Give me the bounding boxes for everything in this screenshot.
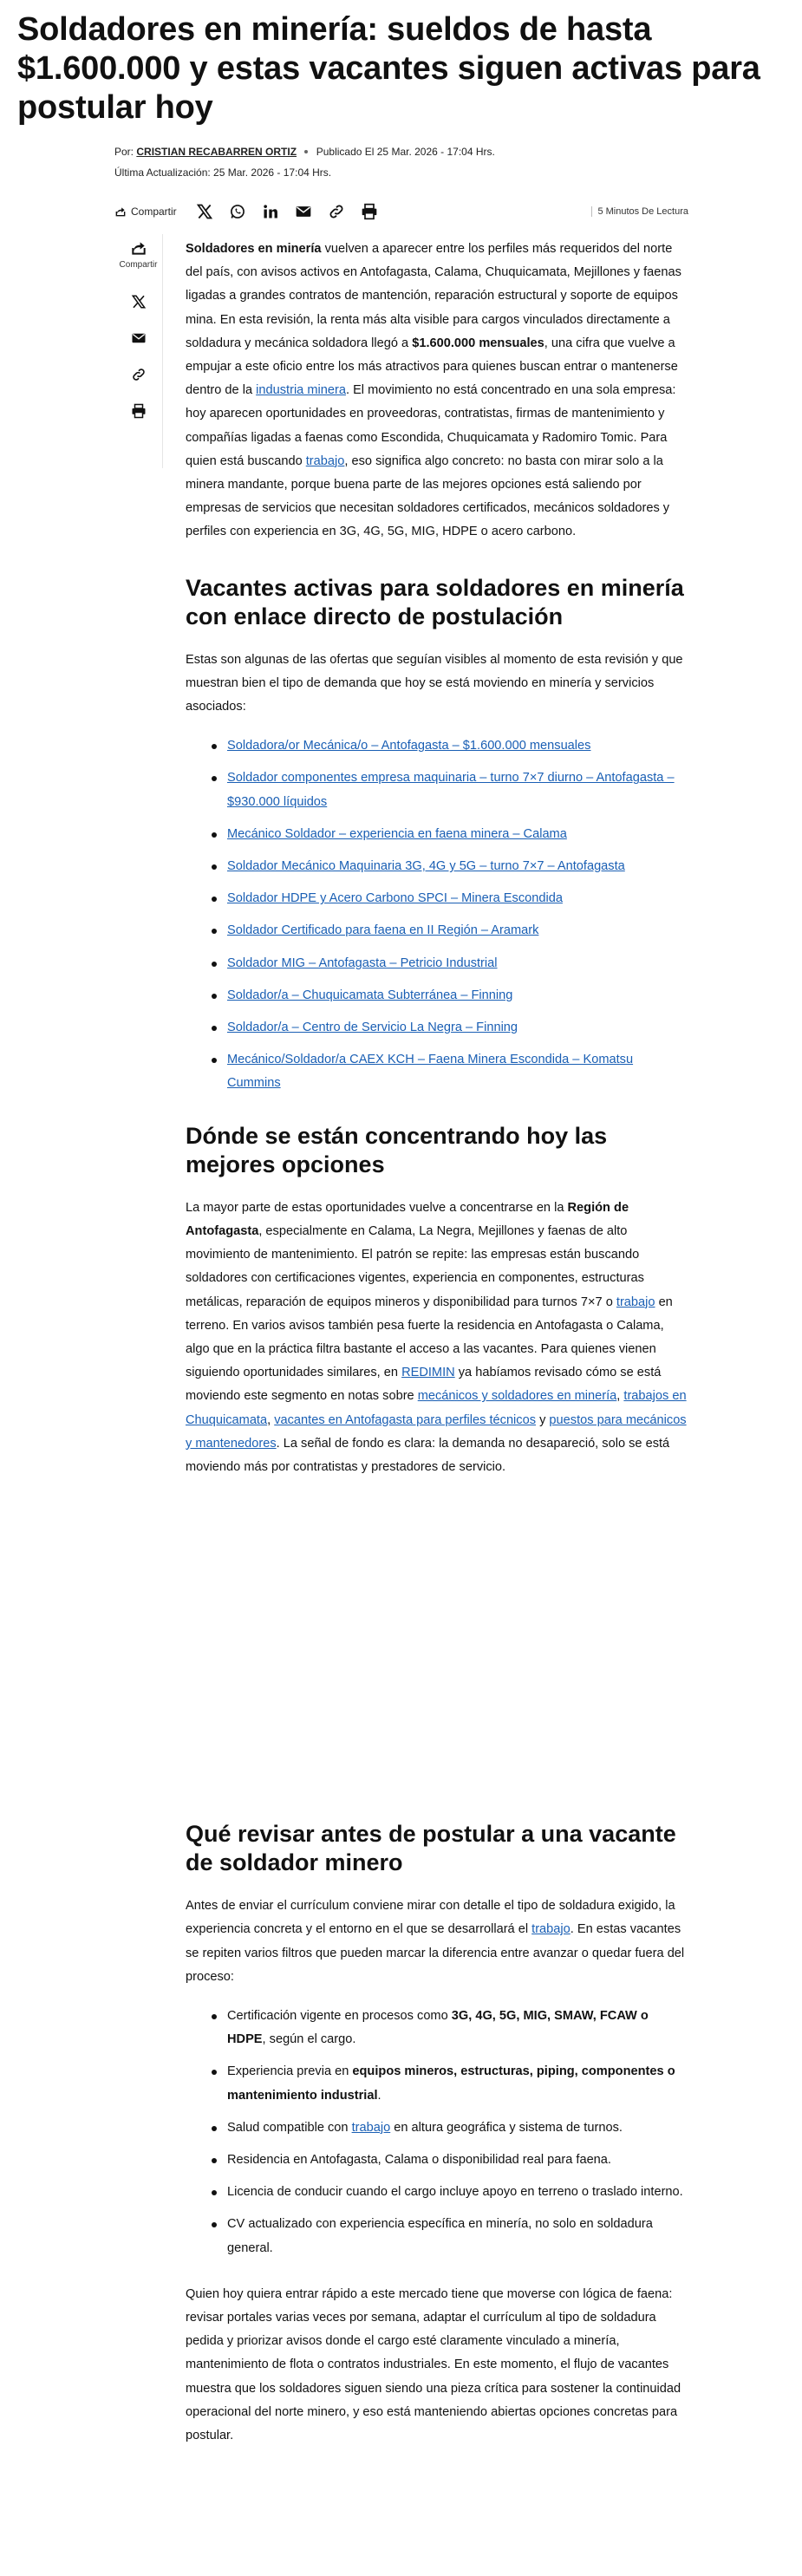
- list-item: [186, 2213, 688, 2260]
- puestos-mecanicos-link[interactable]: puestos para mecánicos y mantenedores: [186, 1412, 687, 1451]
- list-item: [186, 1016, 688, 1040]
- requisitos-list: [186, 2005, 688, 2260]
- vacancy-link[interactable]: Soldador HDPE y Acero Carbono SPCI – Minera Escondida: [227, 891, 563, 906]
- updated-date: Última Actualización: 25 Mar. 2026 - 17:04 Hrs.: [114, 166, 332, 179]
- vacancy-link[interactable]: Mecánico Soldador – experiencia en faena minera – Calama: [227, 826, 567, 841]
- donde-text-2: , especialmente en Calama, La Negra, Mejillones y faenas de alto movimiento de mantenimiento. El patrón se repite: las empresas están buscando soldadores con certificaciones vigentes, experiencia en componentes, estructuras metálicas, reparación de equipos mineros y disponibilidad para turnos 7×7 o: [186, 1223, 644, 1309]
- donde-text-3: en terreno. En varios avisos también pesa fuerte la residencia en Antofagasta o Calama, algo que en la práctica filtra bastante el acceso a las vacantes. Para quienes vienen siguiendo oportunidades similares, en: [186, 1295, 673, 1380]
- meta-separator: [304, 150, 308, 153]
- req-text: en altura geográfica y sistema de turnos.: [390, 2120, 623, 2135]
- req-text: .: [377, 2088, 381, 2103]
- vacancy-link[interactable]: Soldadora/or Mecánica/o – Antofagasta – $1.600.000 mensuales: [227, 739, 591, 753]
- intro-text-4: , eso significa algo concreto: no basta con mirar solo a la minera mandante, porque buena parte de las mejores opciones está saliendo por empresas de servicios que necesitan soldadores certificados, mecánicos soldadores y perfiles con experiencia en 3G, 4G, 5G, MIG, HDPE o acero carbono.: [186, 453, 670, 539]
- intro-text-3: . El movimiento no está concentrado en una sola empresa: hoy aparecen oportunidades en proveedoras, contratistas, firmas de mantenimiento y compañías ligadas a faenas como Escondida, Chuquicamata y Radomiro Tomic. Para quien está buscando: [186, 383, 676, 468]
- intro-text-2: , una cifra que vuelve a empujar a este oficio entre los más atractivos para quienes buscan entrar o mantenerse dentro de la: [186, 336, 678, 398]
- donde-text-7: y: [536, 1412, 550, 1427]
- intro-bold-lead: Soldadores en minería: [186, 242, 322, 256]
- share-icon: [130, 239, 147, 257]
- email-icon[interactable]: [131, 330, 147, 346]
- ad-space: [186, 1479, 688, 1820]
- list-item: [186, 984, 688, 1008]
- x-icon[interactable]: [131, 294, 147, 310]
- read-time-label: 5 Minutos De Lectura: [597, 206, 688, 217]
- req-text: Residencia en Antofagasta, Calama o disponibilidad real para faena.: [227, 2152, 611, 2167]
- read-time-divider: [591, 206, 592, 217]
- list-item: [186, 2060, 688, 2107]
- req-text: , según el cargo.: [262, 2032, 356, 2047]
- sticky-share-button[interactable]: [120, 239, 158, 270]
- vacancy-link[interactable]: Soldador Certificado para faena en II Región – Aramark: [227, 923, 539, 938]
- revisar-text-1: Antes de enviar el currículum conviene mirar con detalle el tipo de soldadura exigido, la experiencia concreta y el entorno en el que se desarrollará el: [186, 1899, 675, 1937]
- list-item: [186, 823, 688, 846]
- print-icon[interactable]: [361, 203, 378, 220]
- linkedin-icon[interactable]: [262, 203, 279, 220]
- intro-paragraph: [186, 238, 688, 545]
- x-icon[interactable]: [196, 203, 213, 220]
- donde-paragraph: [186, 1197, 688, 1479]
- list-item: [186, 734, 688, 758]
- donde-text-8: . La señal de fondo es clara: la demanda no desapareció, solo se está moviendo más por contratistas y prestadores de servicio.: [186, 1436, 670, 1474]
- list-item: [186, 952, 688, 975]
- donde-text-5: ,: [616, 1389, 624, 1404]
- read-time: [591, 206, 688, 217]
- list-item: [186, 1048, 688, 1095]
- intro-bold-salary: $1.600.000 mensuales: [412, 336, 544, 350]
- share-button[interactable]: [114, 205, 177, 218]
- vacantes-list: [186, 734, 688, 1095]
- heading-donde: Dónde se están concentrando hoy las mejores opciones: [186, 1122, 608, 1177]
- sticky-share-label: Compartir: [119, 260, 158, 270]
- vacancy-link[interactable]: Soldador MIG – Antofagasta – Petricio Industrial: [227, 955, 498, 970]
- req-text: CV actualizado con experiencia específica en minería, no solo en soldadura general.: [227, 2217, 653, 2255]
- donde-text-1: La mayor parte de estas oportunidades vuelve a concentrarse en la: [186, 1200, 568, 1215]
- req-text: Licencia de conducir cuando el cargo incluye apoyo en terreno o traslado interno.: [227, 2185, 683, 2200]
- req-bold: 3G, 4G, 5G, MIG, SMAW, FCAW o HDPE: [227, 2008, 649, 2047]
- whatsapp-icon[interactable]: [229, 203, 246, 220]
- vacantes-antofagasta-link[interactable]: vacantes en Antofagasta para perfiles técnicos: [274, 1412, 537, 1427]
- article-title: Soldadores en minería: sueldos de hasta $1.600.000 y estas vacantes siguen activas para postular hoy: [17, 11, 760, 126]
- trabajos-chuquicamata-link[interactable]: trabajos en Chuquicamata: [186, 1389, 687, 1427]
- mecanicos-soldadores-link[interactable]: mecánicos y soldadores en minería: [417, 1389, 617, 1404]
- vacancy-link[interactable]: Soldador/a – Chuquicamata Subterránea – Finning: [227, 988, 513, 1002]
- vacancy-link[interactable]: Mecánico/Soldador/a CAEX KCH – Faena Minera Escondida – Komatsu Cummins: [227, 1053, 634, 1091]
- revisar-text-2: . En estas vacantes se repiten varios filtros que pueden marcar la diferencia entre avanzar o quedar fuera del proceso:: [186, 1922, 685, 1984]
- donde-text-6: ,: [267, 1412, 275, 1427]
- list-item: [186, 2181, 688, 2204]
- sticky-share-sidebar: [114, 234, 163, 468]
- trabajo-link[interactable]: trabajo: [351, 2120, 391, 2135]
- print-icon[interactable]: [131, 403, 147, 419]
- req-text: Experiencia previa en: [227, 2064, 353, 2079]
- redimin-link[interactable]: REDIMIN: [401, 1366, 455, 1380]
- closing-paragraph: Quien hoy quiera entrar rápido a este mercado tiene que moverse con lógica de faena: revisar portales varias veces por semana, adaptar el currículum al tipo de soldadura pedida y priorizar avisos donde el cargo esté claramente vinculado a minería, mantenimiento de flota o contratos industriales. En este momento, el flujo de vacantes muestra que los soldadores siguen siendo una pieza crítica para sostener la continuidad operacional del norte minero, y eso está manteniendo abiertas opciones concretas para postular.: [186, 2286, 681, 2442]
- list-item: [186, 919, 688, 942]
- share-bar: [114, 201, 688, 222]
- vacantes-intro: Estas son algunas de las ofertas que seguían visibles al momento de esta revisión y que muestran bien el tipo de demanda que hoy se está moviendo en minería y servicios asociados:: [186, 652, 683, 714]
- industria-minera-link[interactable]: industria minera: [256, 383, 346, 398]
- trabajo-link[interactable]: trabajo: [616, 1295, 655, 1309]
- req-text: Certificación vigente en procesos como: [227, 2008, 452, 2023]
- published-date: Publicado El 25 Mar. 2026 - 17:04 Hrs.: [316, 146, 495, 158]
- article-body: [186, 238, 688, 2448]
- vacancy-link[interactable]: Soldador componentes empresa maquinaria – turno 7×7 diurno – Antofagasta – $930.000 líquidos: [227, 771, 675, 809]
- trabajo-link[interactable]: trabajo: [531, 1922, 571, 1937]
- link-icon[interactable]: [131, 367, 147, 382]
- list-item: [186, 855, 688, 878]
- donde-bold-region: Región de Antofagasta: [186, 1200, 629, 1238]
- article-meta: [114, 144, 704, 180]
- author-prefix: Por:: [114, 146, 134, 158]
- vacancy-link[interactable]: Soldador/a – Centro de Servicio La Negra – Finning: [227, 1021, 518, 1035]
- author-link[interactable]: CRISTIAN RECABARREN ORTIZ: [136, 146, 297, 158]
- req-bold: equipos mineros, estructuras, piping, componentes o mantenimiento industrial: [227, 2064, 675, 2103]
- vacancy-link[interactable]: Soldador Mecánico Maquinaria 3G, 4G y 5G – turno 7×7 – Antofagasta: [227, 859, 625, 874]
- heading-vacantes: Vacantes activas para soldadores en minería con enlace directo de postulación: [186, 574, 684, 629]
- email-icon[interactable]: [295, 203, 312, 220]
- list-item: [186, 2005, 688, 2051]
- req-text: Salud compatible con: [227, 2120, 352, 2135]
- share-label: Compartir: [131, 205, 177, 218]
- list-item: [186, 887, 688, 910]
- share-icon: [114, 205, 127, 218]
- trabajo-link[interactable]: trabajo: [305, 453, 345, 468]
- donde-text-4: ya habíamos revisado cómo se está moviendo este segmento en notas sobre: [186, 1366, 662, 1404]
- revisar-intro: [186, 1895, 688, 1989]
- link-icon[interactable]: [328, 203, 345, 220]
- heading-revisar: Qué revisar antes de postular a una vacante de soldador minero: [186, 1821, 676, 1876]
- list-item: [186, 2116, 688, 2140]
- list-item: [186, 2149, 688, 2172]
- intro-text-1: vuelven a aparecer entre los perfiles más requeridos del norte del país, con avisos activos en Antofagasta, Calama, Chuquicamata, Mejillones y faenas ligadas a grandes contratos de mantención, reparación estructural y soporte de equipos mina. En esta revisión, la renta más alta visible para cargos vinculados directamente a soldadura y mecánica soldadora llegó a: [186, 242, 681, 350]
- list-item: [186, 766, 688, 813]
